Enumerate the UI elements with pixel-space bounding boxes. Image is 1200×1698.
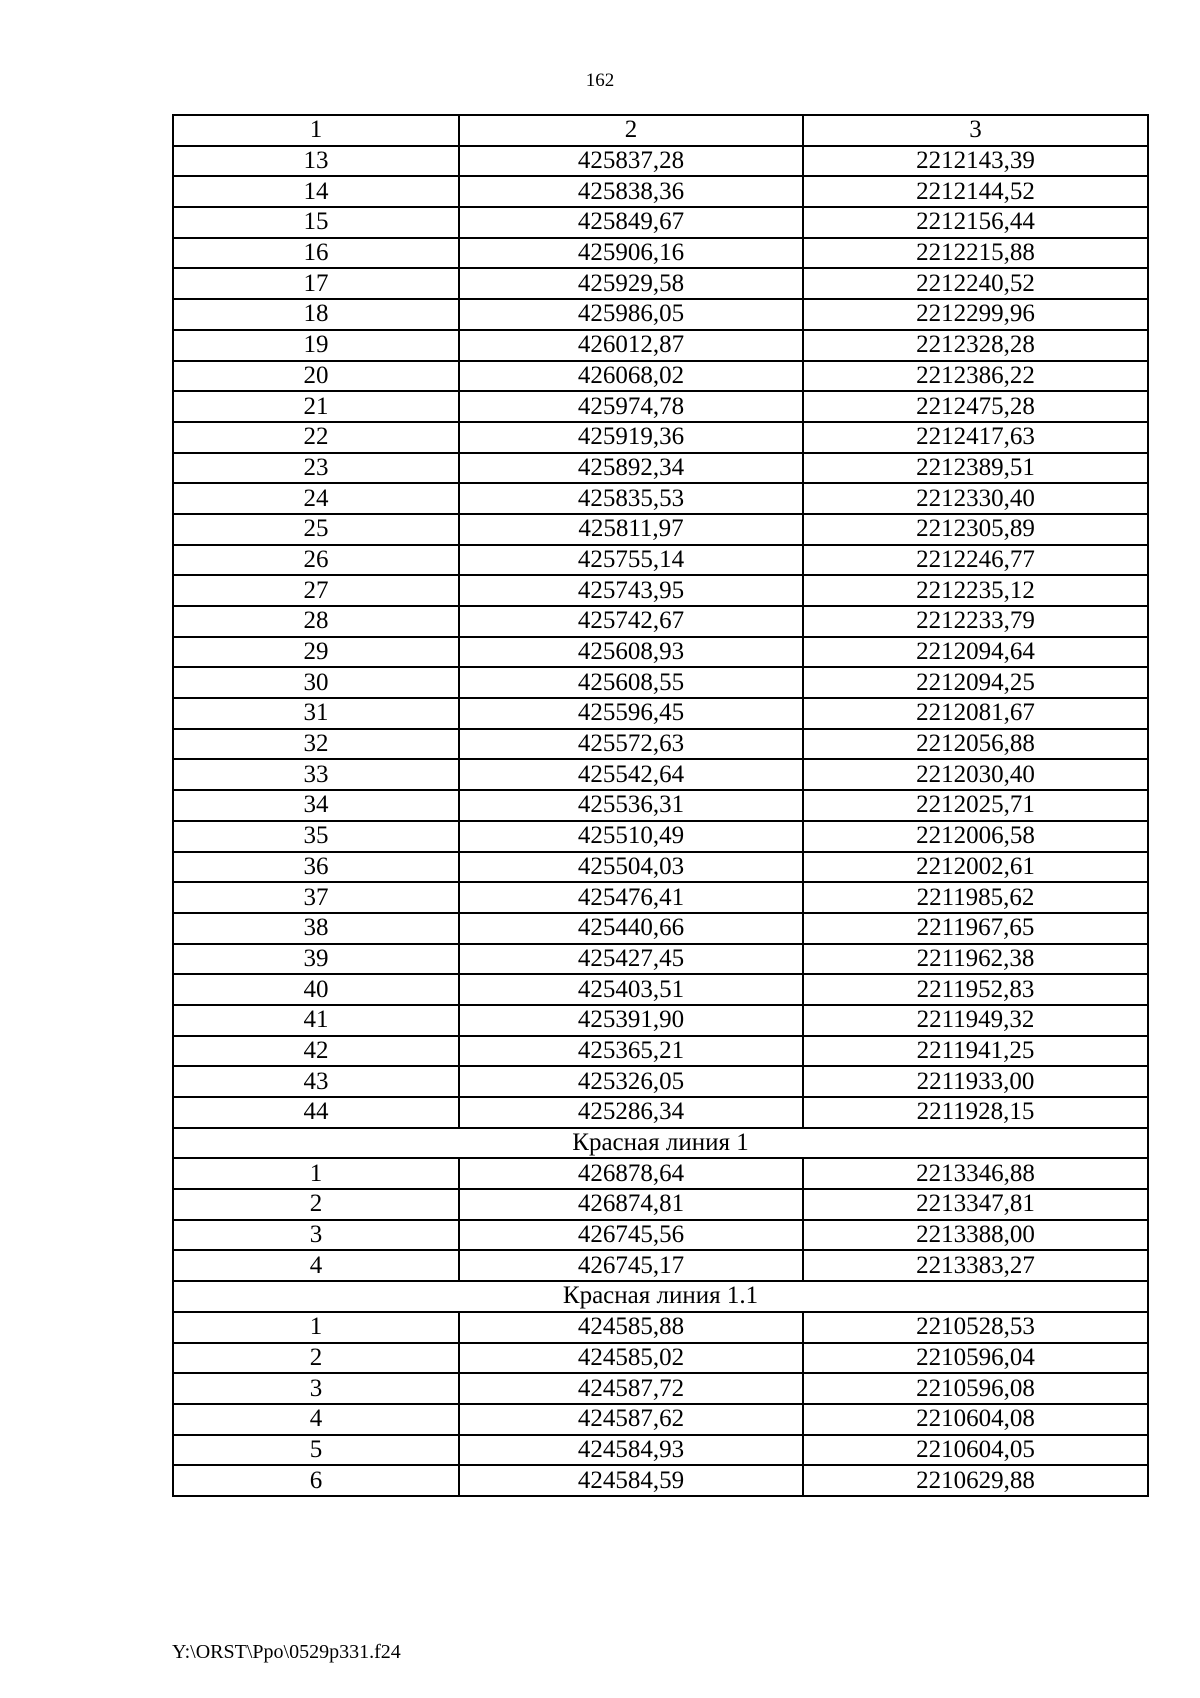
y-coordinate-cell: 2212417,63 xyxy=(803,422,1148,453)
table-row xyxy=(173,974,1148,1005)
point-number-cell: 20 xyxy=(173,361,459,392)
table-row xyxy=(173,1312,1148,1343)
x-coordinate-cell: 425835,53 xyxy=(459,483,803,514)
table-row xyxy=(173,1435,1148,1466)
point-number-cell: 27 xyxy=(173,575,459,606)
x-coordinate-cell: 426878,64 xyxy=(459,1158,803,1189)
table-row xyxy=(173,1404,1148,1435)
x-coordinate-cell: 425986,05 xyxy=(459,299,803,330)
y-coordinate-cell: 2211952,83 xyxy=(803,974,1148,1005)
point-number-cell: 6 xyxy=(173,1465,459,1496)
y-coordinate-cell: 2213346,88 xyxy=(803,1158,1148,1189)
table-row xyxy=(173,1158,1148,1189)
x-coordinate-cell: 425596,45 xyxy=(459,698,803,729)
table-row xyxy=(173,913,1148,944)
table-row xyxy=(173,176,1148,207)
point-number-cell: 33 xyxy=(173,759,459,790)
x-coordinate-cell: 425476,41 xyxy=(459,882,803,913)
x-coordinate-cell: 425974,78 xyxy=(459,391,803,422)
x-coordinate-cell: 425838,36 xyxy=(459,176,803,207)
x-coordinate-cell: 425365,21 xyxy=(459,1036,803,1067)
point-number-cell: 38 xyxy=(173,913,459,944)
x-coordinate-cell: 425536,31 xyxy=(459,790,803,821)
table-row xyxy=(173,238,1148,269)
y-coordinate-cell: 2213383,27 xyxy=(803,1250,1148,1281)
x-coordinate-cell: 425403,51 xyxy=(459,974,803,1005)
point-number-cell: 1 xyxy=(173,1158,459,1189)
y-coordinate-cell: 2212235,12 xyxy=(803,575,1148,606)
y-coordinate-cell: 2210604,05 xyxy=(803,1435,1148,1466)
x-coordinate-cell: 426874,81 xyxy=(459,1189,803,1220)
point-number-cell: 14 xyxy=(173,176,459,207)
x-coordinate-cell: 425542,64 xyxy=(459,759,803,790)
x-coordinate-cell: 426745,17 xyxy=(459,1250,803,1281)
coordinates-table xyxy=(172,114,1149,1497)
point-number-cell: 37 xyxy=(173,882,459,913)
table-row xyxy=(173,852,1148,883)
point-number-cell: 21 xyxy=(173,391,459,422)
y-coordinate-cell: 2212215,88 xyxy=(803,238,1148,269)
point-number-cell: 13 xyxy=(173,146,459,177)
y-coordinate-cell: 2210596,04 xyxy=(803,1343,1148,1374)
table-body xyxy=(173,115,1148,1496)
y-coordinate-cell: 2212233,79 xyxy=(803,606,1148,637)
point-number-cell: 34 xyxy=(173,790,459,821)
table-row xyxy=(173,146,1148,177)
x-coordinate-cell: 425440,66 xyxy=(459,913,803,944)
footer-file-path: Y:\ORST\Ppo\0529p331.f24 xyxy=(172,1641,401,1663)
x-coordinate-cell: 425811,97 xyxy=(459,514,803,545)
point-number-cell: 23 xyxy=(173,453,459,484)
x-coordinate-cell: 425427,45 xyxy=(459,944,803,975)
y-coordinate-cell: 2212056,88 xyxy=(803,729,1148,760)
x-coordinate-cell: 424587,72 xyxy=(459,1373,803,1404)
header-cell-y: 3 xyxy=(803,115,1148,146)
point-number-cell: 16 xyxy=(173,238,459,269)
y-coordinate-cell: 2210629,88 xyxy=(803,1465,1148,1496)
table-row xyxy=(173,1189,1148,1220)
point-number-cell: 41 xyxy=(173,1005,459,1036)
point-number-cell: 3 xyxy=(173,1373,459,1404)
y-coordinate-cell: 2212386,22 xyxy=(803,361,1148,392)
table-row xyxy=(173,391,1148,422)
y-coordinate-cell: 2212025,71 xyxy=(803,790,1148,821)
table-row xyxy=(173,1097,1148,1128)
table-row xyxy=(173,821,1148,852)
table-row xyxy=(173,759,1148,790)
x-coordinate-cell: 424585,88 xyxy=(459,1312,803,1343)
table-row xyxy=(173,545,1148,576)
table-row xyxy=(173,483,1148,514)
y-coordinate-cell: 2210528,53 xyxy=(803,1312,1148,1343)
y-coordinate-cell: 2213388,00 xyxy=(803,1220,1148,1251)
y-coordinate-cell: 2211949,32 xyxy=(803,1005,1148,1036)
y-coordinate-cell: 2212094,64 xyxy=(803,637,1148,668)
x-coordinate-cell: 426012,87 xyxy=(459,330,803,361)
point-number-cell: 25 xyxy=(173,514,459,545)
x-coordinate-cell: 425929,58 xyxy=(459,268,803,299)
point-number-cell: 28 xyxy=(173,606,459,637)
table-row xyxy=(173,453,1148,484)
x-coordinate-cell: 425510,49 xyxy=(459,821,803,852)
x-coordinate-cell: 425326,05 xyxy=(459,1066,803,1097)
header-cell-x: 2 xyxy=(459,115,803,146)
table-row xyxy=(173,1066,1148,1097)
x-coordinate-cell: 424584,59 xyxy=(459,1465,803,1496)
section-title: Красная линия 1.1 xyxy=(173,1281,1148,1312)
y-coordinate-cell: 2212081,67 xyxy=(803,698,1148,729)
x-coordinate-cell: 425742,67 xyxy=(459,606,803,637)
x-coordinate-cell: 425892,34 xyxy=(459,453,803,484)
y-coordinate-cell: 2211962,38 xyxy=(803,944,1148,975)
y-coordinate-cell: 2211933,00 xyxy=(803,1066,1148,1097)
x-coordinate-cell: 425608,55 xyxy=(459,667,803,698)
table-row xyxy=(173,944,1148,975)
table-row xyxy=(173,207,1148,238)
y-coordinate-cell: 2213347,81 xyxy=(803,1189,1148,1220)
table-row xyxy=(173,1220,1148,1251)
point-number-cell: 44 xyxy=(173,1097,459,1128)
x-coordinate-cell: 425391,90 xyxy=(459,1005,803,1036)
x-coordinate-cell: 424585,02 xyxy=(459,1343,803,1374)
x-coordinate-cell: 425504,03 xyxy=(459,852,803,883)
table-row xyxy=(173,1005,1148,1036)
x-coordinate-cell: 425743,95 xyxy=(459,575,803,606)
y-coordinate-cell: 2212002,61 xyxy=(803,852,1148,883)
x-coordinate-cell: 425572,63 xyxy=(459,729,803,760)
point-number-cell: 29 xyxy=(173,637,459,668)
point-number-cell: 4 xyxy=(173,1250,459,1281)
table-row xyxy=(173,575,1148,606)
y-coordinate-cell: 2212330,40 xyxy=(803,483,1148,514)
y-coordinate-cell: 2210604,08 xyxy=(803,1404,1148,1435)
y-coordinate-cell: 2212006,58 xyxy=(803,821,1148,852)
y-coordinate-cell: 2211967,65 xyxy=(803,913,1148,944)
point-number-cell: 35 xyxy=(173,821,459,852)
point-number-cell: 31 xyxy=(173,698,459,729)
x-coordinate-cell: 424584,93 xyxy=(459,1435,803,1466)
table-row xyxy=(173,606,1148,637)
y-coordinate-cell: 2212305,89 xyxy=(803,514,1148,545)
y-coordinate-cell: 2212156,44 xyxy=(803,207,1148,238)
table-row xyxy=(173,1036,1148,1067)
point-number-cell: 24 xyxy=(173,483,459,514)
point-number-cell: 36 xyxy=(173,852,459,883)
point-number-cell: 5 xyxy=(173,1435,459,1466)
point-number-cell: 32 xyxy=(173,729,459,760)
y-coordinate-cell: 2212240,52 xyxy=(803,268,1148,299)
page-number: 162 xyxy=(585,70,615,91)
table-row xyxy=(173,1465,1148,1496)
header-cell-point: 1 xyxy=(173,115,459,146)
x-coordinate-cell: 425286,34 xyxy=(459,1097,803,1128)
point-number-cell: 40 xyxy=(173,974,459,1005)
point-number-cell: 42 xyxy=(173,1036,459,1067)
point-number-cell: 19 xyxy=(173,330,459,361)
point-number-cell: 1 xyxy=(173,1312,459,1343)
point-number-cell: 15 xyxy=(173,207,459,238)
table-row xyxy=(173,729,1148,760)
table-row xyxy=(173,514,1148,545)
table-row xyxy=(173,1250,1148,1281)
point-number-cell: 39 xyxy=(173,944,459,975)
y-coordinate-cell: 2212144,52 xyxy=(803,176,1148,207)
x-coordinate-cell: 425849,67 xyxy=(459,207,803,238)
table-row xyxy=(173,1343,1148,1374)
x-coordinate-cell: 425906,16 xyxy=(459,238,803,269)
table-row xyxy=(173,667,1148,698)
x-coordinate-cell: 426068,02 xyxy=(459,361,803,392)
point-number-cell: 3 xyxy=(173,1220,459,1251)
y-coordinate-cell: 2212143,39 xyxy=(803,146,1148,177)
point-number-cell: 22 xyxy=(173,422,459,453)
y-coordinate-cell: 2212030,40 xyxy=(803,759,1148,790)
point-number-cell: 43 xyxy=(173,1066,459,1097)
x-coordinate-cell: 424587,62 xyxy=(459,1404,803,1435)
y-coordinate-cell: 2211928,15 xyxy=(803,1097,1148,1128)
y-coordinate-cell: 2212094,25 xyxy=(803,667,1148,698)
point-number-cell: 4 xyxy=(173,1404,459,1435)
table-row xyxy=(173,882,1148,913)
x-coordinate-cell: 425919,36 xyxy=(459,422,803,453)
point-number-cell: 2 xyxy=(173,1189,459,1220)
table-row xyxy=(173,330,1148,361)
table-row xyxy=(173,268,1148,299)
y-coordinate-cell: 2212299,96 xyxy=(803,299,1148,330)
y-coordinate-cell: 2212389,51 xyxy=(803,453,1148,484)
table-row xyxy=(173,422,1148,453)
section-title: Красная линия 1 xyxy=(173,1128,1148,1159)
y-coordinate-cell: 2211941,25 xyxy=(803,1036,1148,1067)
table-row xyxy=(173,637,1148,668)
point-number-cell: 18 xyxy=(173,299,459,330)
point-number-cell: 30 xyxy=(173,667,459,698)
table-row xyxy=(173,299,1148,330)
point-number-cell: 26 xyxy=(173,545,459,576)
table-header-row xyxy=(173,115,1148,146)
y-coordinate-cell: 2212328,28 xyxy=(803,330,1148,361)
x-coordinate-cell: 426745,56 xyxy=(459,1220,803,1251)
table-row xyxy=(173,361,1148,392)
x-coordinate-cell: 425755,14 xyxy=(459,545,803,576)
table-row xyxy=(173,698,1148,729)
section-header-row xyxy=(173,1128,1148,1159)
y-coordinate-cell: 2212475,28 xyxy=(803,391,1148,422)
point-number-cell: 2 xyxy=(173,1343,459,1374)
section-header-row xyxy=(173,1281,1148,1312)
x-coordinate-cell: 425608,93 xyxy=(459,637,803,668)
y-coordinate-cell: 2211985,62 xyxy=(803,882,1148,913)
table-row xyxy=(173,790,1148,821)
y-coordinate-cell: 2212246,77 xyxy=(803,545,1148,576)
point-number-cell: 17 xyxy=(173,268,459,299)
table-row xyxy=(173,1373,1148,1404)
y-coordinate-cell: 2210596,08 xyxy=(803,1373,1148,1404)
x-coordinate-cell: 425837,28 xyxy=(459,146,803,177)
